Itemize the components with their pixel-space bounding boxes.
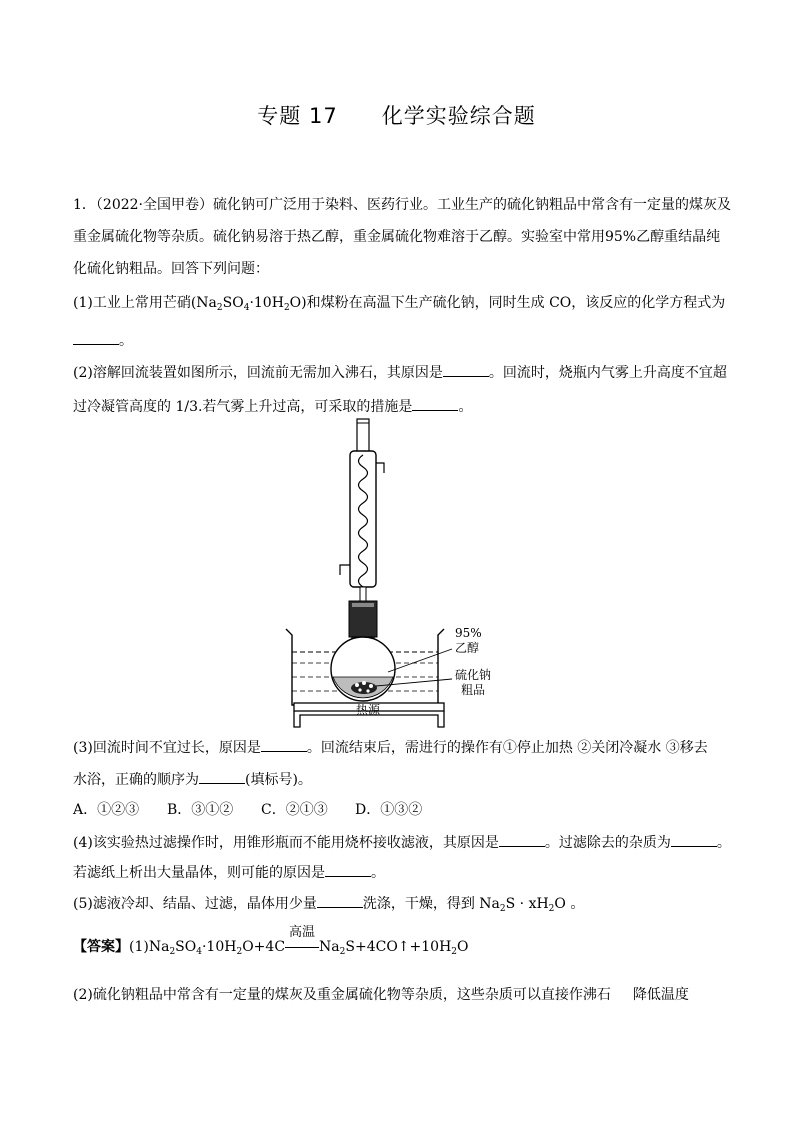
joint-highlight — [352, 603, 374, 607]
heat-source-label: 热源 — [356, 703, 381, 717]
part4-line1: (4)该实验热过滤操作时，用锥形瓶而不能用烧杯接收滤液，其原因是 。过滤除去的杂质为 。 — [73, 832, 731, 852]
condenser-water-inlet — [340, 565, 350, 575]
condenser-water-outlet — [376, 463, 384, 473]
answer-part2: (2)硫化钠粗品中常含有一定量的煤灰及重金属硫化物等杂质，这些杂质可以直接作沸石 降低温度 — [73, 987, 689, 1003]
answer-blank[interactable] — [199, 769, 245, 784]
answer-label: 【答案】 — [73, 939, 129, 955]
crude-label-line1: 硫化钠 — [455, 668, 492, 682]
part2-line2: 过冷凝管高度的 1/3.若气雾上升过高，可采取的措施是 。 — [73, 396, 472, 416]
reaction-condition: 高温 — [285, 938, 319, 956]
part3-line2: 水浴，正确的顺序为 (填标号)。 — [73, 769, 312, 789]
part1-answer-line: 。 — [73, 330, 133, 350]
part4-line2: 若滤纸上析出大量晶体，则可能的原因是 。 — [73, 862, 385, 882]
option-c[interactable]: C．②①③ — [261, 802, 328, 818]
part1-line: (1)工业上常用芒硝$(Na_2SO_4\cdot 10H_2O)$和煤粉在高温下生产硫化钠，同时生成 CO，该反应的化学方程式为 — [73, 295, 726, 313]
answer-blank[interactable] — [499, 832, 545, 847]
answer-blank[interactable] — [73, 330, 119, 345]
option-a[interactable]: A．①②③ — [73, 802, 140, 818]
question-intro-line2: 重金属硫化物等杂质。硫化钠易溶于热乙醇，重金属硫化物难溶于乙醇。实验室中常用95%乙醇重结晶纯 — [73, 229, 721, 245]
question-intro-line1: 1．（2022·全国甲卷）硫化钠可广泛用于染料、医药行业。工业生产的硫化钠粗品中常含有一定量的煤灰及 — [73, 197, 731, 213]
part3-line1: (3)回流时间不宜过长，原因是 。回流结束后，需进行的操作有①停止加热 ②关闭冷凝水 ③移去 — [73, 737, 708, 757]
answer-blank[interactable] — [412, 396, 458, 411]
answer-blank[interactable] — [443, 362, 489, 377]
condenser-jacket — [350, 451, 376, 587]
title-topic: 专题 17 — [257, 104, 338, 128]
reflux-apparatus-figure — [280, 415, 520, 731]
condenser-neck — [360, 587, 366, 601]
question-intro-line3: 化硫化钠粗品。回答下列问题： — [73, 261, 269, 277]
answer-blank[interactable] — [325, 862, 371, 877]
answer-blank[interactable] — [261, 737, 307, 752]
part2-line1: (2)溶解回流装置如图所示，回流前无需加入沸石，其原因是 。回流时，烧瓶内气雾上升高度不宜超 — [73, 362, 727, 382]
answer-blank[interactable] — [671, 832, 717, 847]
answer-blank[interactable] — [317, 893, 363, 908]
answer-part1: 【答案】$(1)Na_2SO_4\cdot 10H_2O+4C$ 高温 $Na_2S+4CO↑+10H_2O$ — [73, 925, 469, 957]
ethanol-label: 乙醇 — [455, 641, 480, 655]
page-title — [0, 100, 793, 130]
options-row — [73, 801, 449, 819]
condenser-top-tube — [357, 419, 369, 453]
option-d[interactable]: D．①③② — [355, 802, 423, 818]
crude-label-line2: 粗品 — [461, 683, 486, 697]
ethanol-percent-label: 95% — [455, 626, 482, 640]
part5-line: (5)滤液冷却、结晶、过滤，晶体用少量 洗涤，干燥，得到 $Na_2S \cdot xH_2O$ 。 — [73, 893, 584, 918]
option-b[interactable]: B．③①② — [167, 802, 234, 818]
title-name: 化学实验综合题 — [381, 104, 536, 128]
